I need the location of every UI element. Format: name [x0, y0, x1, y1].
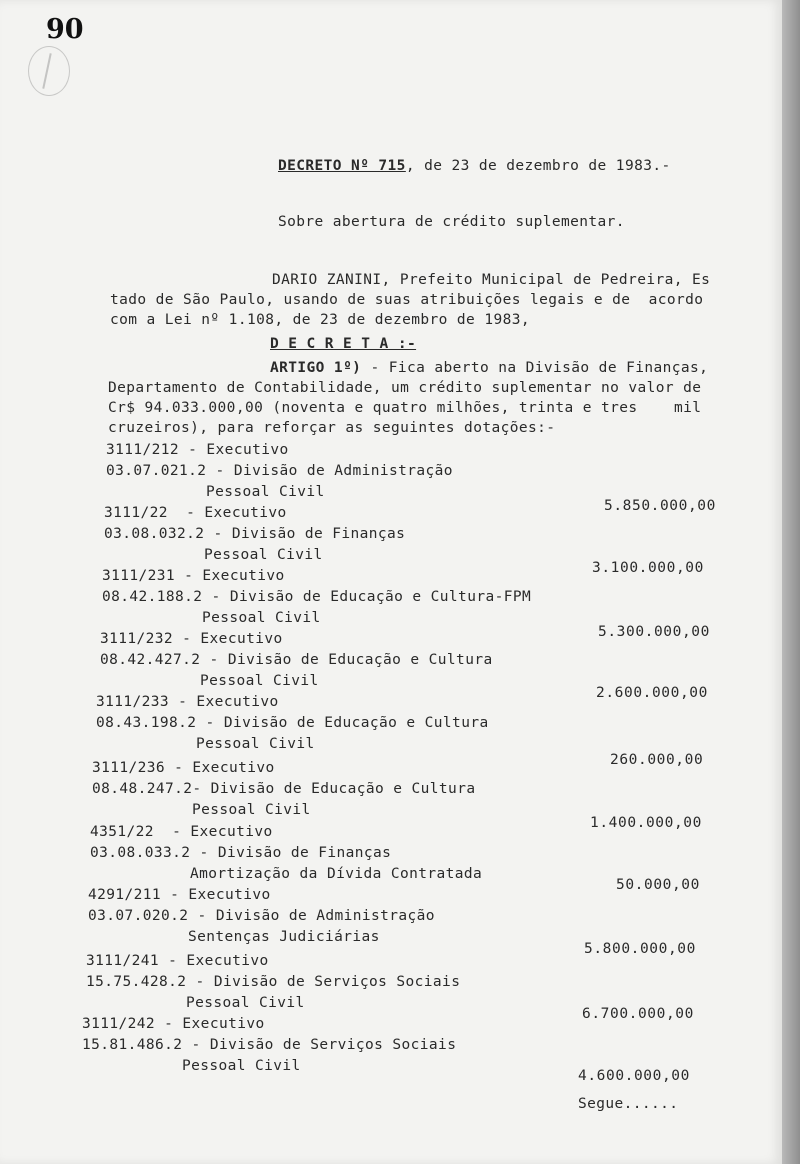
item-program: 15.81.486.2 - Divisão de Serviços Sociais	[82, 1037, 457, 1053]
item-code: 3111/232 - Executivo	[100, 631, 283, 647]
page-number: 90	[46, 14, 84, 45]
item-element: Amortização da Dívida Contratada	[190, 866, 483, 882]
list-item	[96, 692, 489, 755]
article-line-3: Cr$ 94.033.000,00 (noventa e quatro milhões, trinta e tres mil	[108, 400, 702, 416]
list-item	[86, 951, 460, 1014]
item-amount: 2.600.000,00	[596, 685, 708, 701]
item-program: 03.08.032.2 - Divisão de Finanças	[104, 526, 406, 542]
list-item	[100, 629, 493, 692]
preamble-line-2: tado de São Paulo, usando de suas atribuições legais e de acordo	[110, 292, 704, 308]
item-amount: 5.300.000,00	[598, 624, 710, 640]
item-amount: 260.000,00	[610, 752, 704, 768]
item-code: 3111/233 - Executivo	[96, 694, 279, 710]
item-amount: 6.700.000,00	[582, 1006, 694, 1022]
item-amount: 5.800.000,00	[584, 941, 696, 957]
list-item	[90, 822, 482, 885]
continued-note: Segue......	[578, 1096, 679, 1112]
article-text: - Fica aberto na Divisão de Finanças,	[361, 360, 709, 376]
article-line-2: Departamento de Contabilidade, um crédito suplementar no valor de	[108, 380, 702, 396]
item-element: Pessoal Civil	[200, 673, 319, 689]
item-element: Pessoal Civil	[182, 1058, 301, 1074]
article-label: ARTIGO 1º)	[270, 360, 362, 376]
item-program: 08.42.188.2 - Divisão de Educação e Cultura-FPM	[102, 589, 532, 605]
item-amount: 50.000,00	[616, 877, 700, 893]
item-amount: 5.850.000,00	[604, 498, 716, 514]
article-line-1	[270, 360, 708, 376]
list-item	[88, 885, 435, 948]
article-line-4: cruzeiros), para reforçar as seguintes dotações:-	[108, 420, 556, 436]
item-program: 03.07.020.2 - Divisão de Administração	[88, 908, 435, 924]
item-element: Pessoal Civil	[196, 736, 315, 752]
page-edge-shadow	[782, 0, 800, 1164]
item-code: 3111/212 - Executivo	[106, 442, 289, 458]
item-program: 08.48.247.2- Divisão de Educação e Cultura	[92, 781, 476, 797]
item-code: 3111/22 - Executivo	[104, 505, 287, 521]
decreta-heading: D E C R E T A :-	[270, 336, 417, 352]
item-program: 15.75.428.2 - Divisão de Serviços Sociais	[86, 974, 461, 990]
pencil-annotation-icon	[28, 46, 70, 96]
decree-title	[278, 158, 671, 174]
item-amount: 3.100.000,00	[592, 560, 704, 576]
item-element: Pessoal Civil	[204, 547, 323, 563]
decree-number: DECRETO Nº 715	[278, 158, 406, 174]
list-item	[102, 566, 531, 629]
item-program: 03.08.033.2 - Divisão de Finanças	[90, 845, 392, 861]
item-amount: 1.400.000,00	[590, 815, 702, 831]
decree-subject: Sobre abertura de crédito suplementar.	[278, 214, 625, 230]
item-amount: 4.600.000,00	[578, 1068, 690, 1084]
item-code: 4291/211 - Executivo	[88, 887, 271, 903]
item-element: Pessoal Civil	[192, 802, 311, 818]
list-item	[104, 503, 405, 566]
decree-date: , de 23 de dezembro de 1983.-	[405, 158, 671, 174]
preamble-line-3: com a Lei nº 1.108, de 23 de dezembro de 1983,	[110, 312, 530, 328]
list-item	[82, 1014, 456, 1077]
item-program: 03.07.021.2 - Divisão de Administração	[106, 463, 453, 479]
item-element: Sentenças Judiciárias	[188, 929, 380, 945]
item-code: 3111/236 - Executivo	[92, 760, 275, 776]
list-item	[106, 440, 453, 503]
preamble-line-1: DARIO ZANINI, Prefeito Municipal de Pedreira, Es	[272, 272, 711, 288]
list-item	[92, 758, 475, 821]
item-code: 3111/231 - Executivo	[102, 568, 285, 584]
item-code: 4351/22 - Executivo	[90, 824, 273, 840]
item-element: Pessoal Civil	[186, 995, 305, 1011]
item-code: 3111/242 - Executivo	[82, 1016, 265, 1032]
item-program: 08.43.198.2 - Divisão de Educação e Cultura	[96, 715, 489, 731]
item-element: Pessoal Civil	[202, 610, 321, 626]
item-element: Pessoal Civil	[206, 484, 325, 500]
item-program: 08.42.427.2 - Divisão de Educação e Cultura	[100, 652, 493, 668]
item-code: 3111/241 - Executivo	[86, 953, 269, 969]
